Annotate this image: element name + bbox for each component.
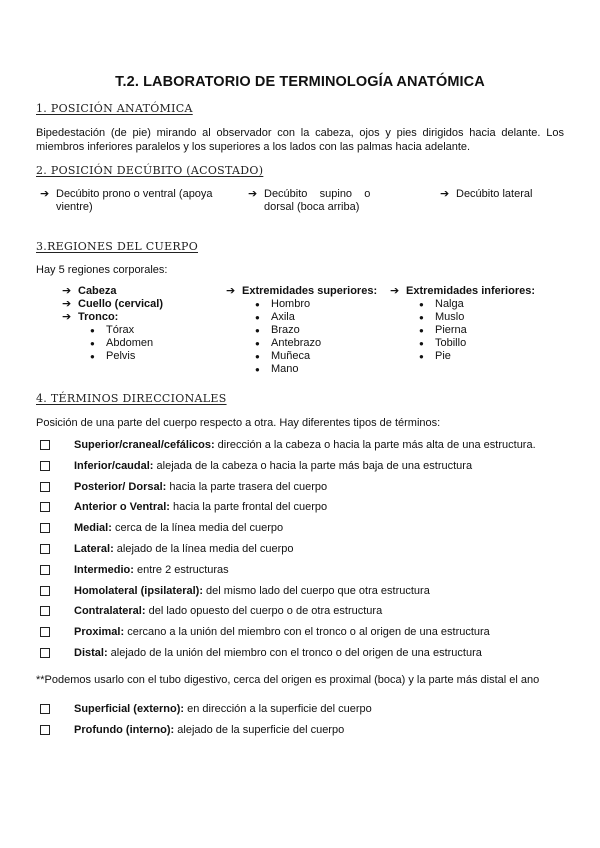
extremidades-superiores-list — [255, 298, 396, 376]
list-item: ● Nalga — [419, 298, 580, 311]
list-header: ➔ Extremidades superiores: — [226, 285, 378, 297]
list-item: ● Muñeca — [255, 350, 396, 363]
section-text-posicion-anatomica: Bipedestación (de pie) mirando al observador con la cabeza, ojos y pies dirigidos hacia delante. Los miembros inferiores paralelos y los superiores a los lados con las palmas hacia adelante. — [36, 127, 564, 153]
page-title: T.2. LABORATORIO DE TERMINOLOGÍA ANATÓMICA — [115, 74, 485, 90]
section-heading-regiones-cuerpo: 3.REGIONES DEL CUERPO — [36, 240, 199, 253]
list-item: ● Axila — [255, 311, 396, 324]
note-text: **Podemos usarlo con el tubo digestivo, cerca del origen es proximal (boca) y la parte más distal el ano — [36, 674, 540, 686]
term-row: Distal: alejado de la unión del miembro con el tronco o del origen de una estructura — [36, 646, 576, 660]
list-item: ● Tórax — [90, 324, 222, 337]
checkbox[interactable] — [40, 704, 50, 714]
checkbox[interactable] — [40, 725, 50, 735]
term-row: Profundo (interno): alejado de la superficie del cuerpo — [36, 723, 576, 737]
regiones-column-1 — [62, 285, 222, 363]
list-item: ● Antebrazo — [255, 337, 396, 350]
checkbox[interactable] — [40, 523, 50, 533]
tronco-sublist — [90, 324, 222, 363]
checkbox[interactable] — [40, 586, 50, 596]
list-item: ● Pelvis — [90, 350, 222, 363]
checkbox[interactable] — [40, 502, 50, 512]
arrow-right-icon: ➔ — [62, 298, 72, 310]
term-row: Proximal: cercano a la unión del miembro con el tronco o al origen de una estructura — [36, 625, 576, 639]
list-item: ● Tobillo — [419, 337, 580, 350]
regiones-column-3 — [390, 285, 580, 363]
checkbox[interactable] — [40, 482, 50, 492]
section-heading-terminos-direccionales: 4. TÉRMINOS DIRECCIONALES — [36, 392, 227, 405]
list-item: ➔ Cabeza — [62, 285, 117, 297]
list-header: ➔ Extremidades inferiores: — [390, 285, 535, 297]
term-row: Anterior o Ventral: hacia la parte frontal del cuerpo — [36, 500, 576, 514]
arrow-right-icon: ➔ — [40, 188, 50, 200]
list-item: ● Hombro — [255, 298, 396, 311]
term-row: Superficial (externo): en dirección a la superficie del cuerpo — [36, 702, 576, 716]
list-item: ➔ Cuello (cervical) — [62, 298, 163, 310]
terminos-intro: Posición de una parte del cuerpo respecto a otra. Hay diferentes tipos de términos: — [36, 417, 441, 429]
regiones-intro: Hay 5 regiones corporales: — [36, 264, 168, 276]
list-item: ● Mano — [255, 363, 396, 376]
term-row: Superior/craneal/cefálicos: dirección a la cabeza o hacia la parte más alta de una estructura. — [36, 438, 576, 452]
decubito-item: ➔ Decúbito supino o dorsal (boca arriba) — [248, 188, 371, 213]
arrow-right-icon: ➔ — [62, 311, 72, 323]
section-heading-posicion-anatomica: 1. POSICIÓN ANATÓMICA — [36, 102, 193, 115]
arrow-right-icon: ➔ — [248, 188, 258, 200]
checkbox[interactable] — [40, 648, 50, 658]
extremidades-inferiores-list — [419, 298, 580, 363]
decubito-item: ➔ Decúbito prono o ventral (apoya vientre) — [40, 188, 213, 213]
checkbox[interactable] — [40, 627, 50, 637]
section-heading-posicion-decubito: 2. POSICIÓN DECÚBITO (ACOSTADO) — [36, 164, 264, 177]
term-row: Posterior/ Dorsal: hacia la parte trasera del cuerpo — [36, 480, 576, 494]
checkbox[interactable] — [40, 461, 50, 471]
list-item: ● Pierna — [419, 324, 580, 337]
checkbox[interactable] — [40, 606, 50, 616]
term-row: Homolateral (ipsilateral): del mismo lado del cuerpo que otra estructura — [36, 584, 576, 598]
decubito-item: ➔ Decúbito lateral — [440, 188, 533, 200]
term-row: Contralateral: del lado opuesto del cuerpo o de otra estructura — [36, 604, 576, 618]
checkbox[interactable] — [40, 565, 50, 575]
list-item: ● Muslo — [419, 311, 580, 324]
arrow-right-icon: ➔ — [440, 188, 450, 200]
checkbox[interactable] — [40, 440, 50, 450]
arrow-right-icon: ➔ — [390, 285, 400, 297]
checkbox[interactable] — [40, 544, 50, 554]
list-item: ● Abdomen — [90, 337, 222, 350]
arrow-right-icon: ➔ — [62, 285, 72, 297]
arrow-right-icon: ➔ — [226, 285, 236, 297]
term-row: Intermedio: entre 2 estructuras — [36, 563, 576, 577]
list-item: ● Pie — [419, 350, 580, 363]
term-row: Inferior/caudal: alejada de la cabeza o hacia la parte más baja de una estructura — [36, 459, 576, 473]
list-item: ➔ Tronco: — [62, 311, 119, 323]
list-item: ● Brazo — [255, 324, 396, 337]
term-row: Medial: cerca de la línea media del cuerpo — [36, 521, 576, 535]
term-row: Lateral: alejado de la línea media del cuerpo — [36, 542, 576, 556]
regiones-column-2 — [226, 285, 396, 376]
